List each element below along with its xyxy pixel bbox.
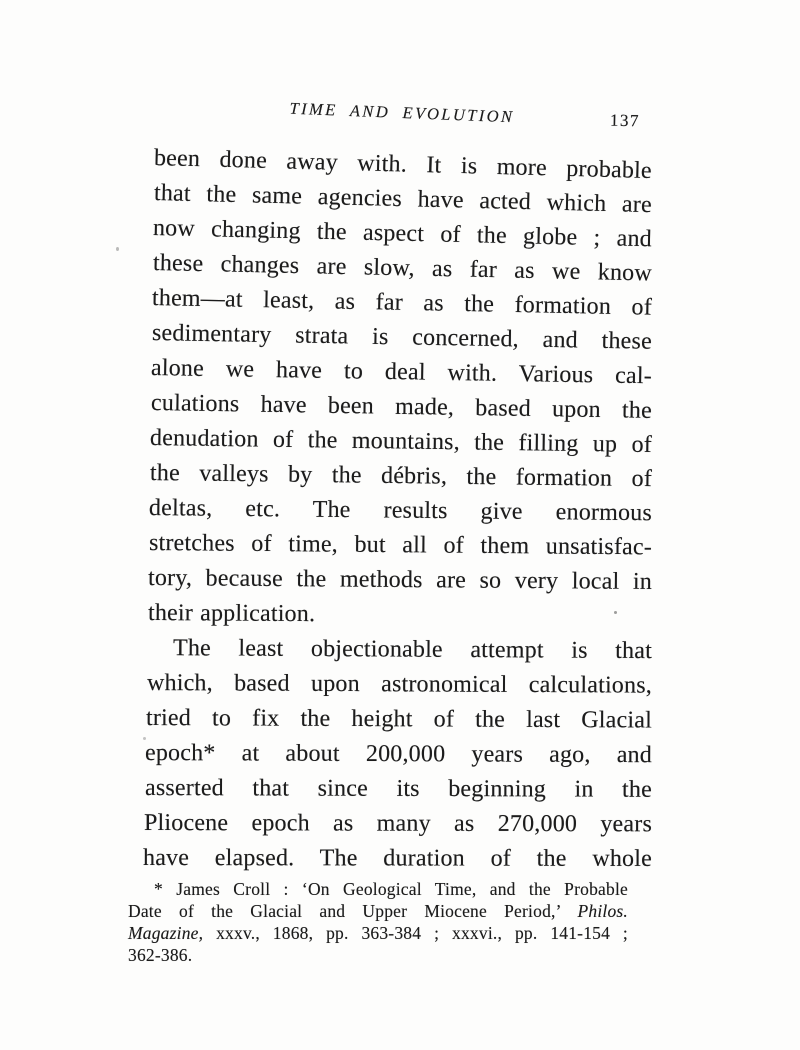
text-line: their application.: [147, 600, 316, 628]
text-line: been done away with. It is more probable: [153, 145, 653, 185]
text-block: [128, 0, 653, 966]
scan-speckle: [116, 247, 119, 251]
footnote: [128, 878, 628, 966]
footnote-text: xxxv., 1868, pp. 363-384 ; xxxvi., pp. 141-154 ;: [203, 923, 628, 943]
text-line: them—at least, as far as the formation of: [151, 285, 653, 321]
text-line: that the same agencies have acted which are: [153, 180, 653, 219]
running-header: [152, 100, 652, 126]
footnote-line: [128, 900, 628, 922]
text-line: stretches of time, but all of them unsatisfac-: [148, 530, 653, 561]
text-line: tory, because the methods are so very local in: [147, 565, 653, 595]
page-number: 137: [609, 110, 641, 131]
text-line: denudation of the mountains, the filling up of: [149, 425, 653, 459]
text-line: The least objectionable attempt is that: [172, 635, 653, 665]
journal-name: Magazine,: [128, 923, 204, 943]
text-line: have elapsed. The duration of the whole: [142, 845, 653, 872]
text-line: now changing the aspect of the globe ; and: [152, 215, 653, 253]
footnote-text: Date of the Glacial and Upper Miocene Period,’: [128, 901, 578, 921]
text-line: which, based upon astronomical calculations,: [146, 670, 653, 699]
text-line: culations have been made, based upon the: [150, 390, 653, 424]
text-line: the valleys by the débris, the formation of: [149, 460, 653, 493]
text-line: these changes are slow, as far as we know: [152, 250, 653, 287]
text-line: Pliocene epoch as many as 270,000 years: [143, 810, 653, 838]
scan-speckle: [614, 611, 617, 614]
paragraph: [142, 631, 653, 876]
footnote-line: 362-386.: [128, 945, 193, 965]
text-line: epoch* at about 200,000 years ago, and: [144, 740, 653, 769]
page-title: TIME AND EVOLUTION: [289, 98, 515, 127]
paragraph: [147, 141, 653, 631]
text-line: alone we have to deal with. Various cal-: [150, 355, 653, 390]
footnote-line: [128, 922, 628, 944]
footnote-text: * James Croll : ‘On Geological Time, and the Probable: [154, 879, 628, 899]
body-text: [142, 141, 653, 876]
text-line: asserted that since its beginning in the: [144, 775, 653, 803]
footnote-line: [128, 878, 628, 900]
text-line: deltas, etc. The results give enormous: [148, 495, 653, 527]
text-line: sedimentary strata is concerned, and these: [151, 320, 653, 355]
text-line: tried to fix the height of the last Glacial: [145, 705, 653, 734]
journal-name: Philos.: [577, 901, 628, 921]
scan-speckle: [143, 737, 146, 740]
